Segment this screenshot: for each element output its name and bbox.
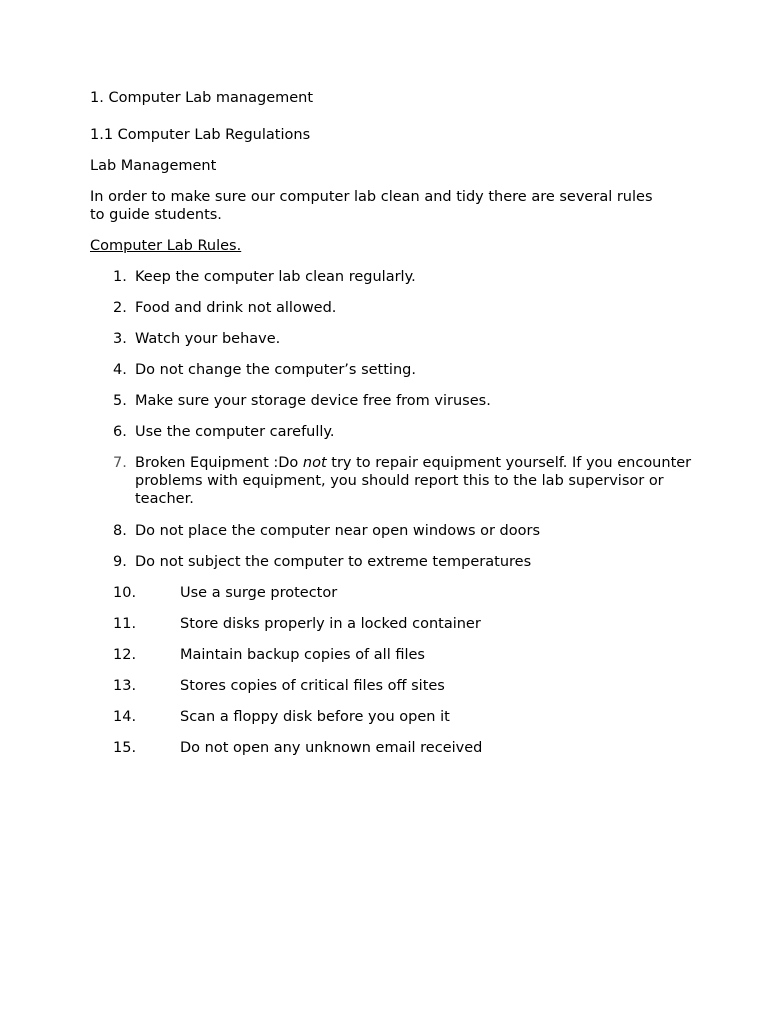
list-item-number: 13.	[113, 678, 137, 694]
list-item-number: 15.	[113, 740, 137, 756]
list-item-number: 7.	[113, 455, 127, 471]
list-item-text	[135, 454, 710, 508]
list-item-number: 2.	[113, 300, 127, 316]
list-item-text: Use the computer carefully.	[135, 424, 335, 440]
list-item-number: 8.	[113, 523, 127, 539]
list-item-number: 14.	[113, 709, 137, 725]
list-item-text: Do not change the computer’s setting.	[135, 362, 416, 378]
list-item-number: 4.	[113, 362, 127, 378]
list-item-number: 10.	[113, 585, 137, 601]
list-item-number: 1.	[113, 269, 127, 285]
list-item-number: 3.	[113, 331, 127, 347]
rules-title: Computer Lab Rules.	[90, 238, 242, 254]
list-item-text: Do not place the computer near open windows or doors	[135, 523, 541, 539]
list-item-text: Use a surge protector	[180, 585, 338, 601]
heading-lab-regulations: 1.1 Computer Lab Regulations	[90, 127, 311, 143]
list-item-text: Do not subject the computer to extreme temperatures	[135, 554, 532, 570]
intro-paragraph: In order to make sure our computer lab clean and tidy there are several rules to guide students.	[90, 189, 653, 223]
list-item-text-part: Broken Equipment :Do	[135, 455, 303, 471]
list-item-emphasis: not	[302, 455, 327, 471]
list-item-number: 5.	[113, 393, 127, 409]
list-item-text: Store disks properly in a locked container	[180, 616, 481, 632]
list-item-text: Scan a floppy disk before you open it	[180, 709, 450, 725]
list-item-number: 6.	[113, 424, 127, 440]
list-item-text: Do not open any unknown email received	[180, 740, 483, 756]
list-item-text: Make sure your storage device free from viruses.	[135, 393, 491, 409]
heading-computer-lab-management: 1. Computer Lab management	[90, 90, 314, 106]
list-item-text: Keep the computer lab clean regularly.	[135, 269, 416, 285]
list-item-number: 12.	[113, 647, 137, 663]
subheading-lab-management: Lab Management	[90, 158, 217, 174]
list-item-number: 9.	[113, 554, 127, 570]
list-item-text: Stores copies of critical files off sites	[180, 678, 445, 694]
list-item-text: Maintain backup copies of all files	[180, 647, 425, 663]
list-item-number: 11.	[113, 616, 137, 632]
list-item-text: Food and drink not allowed.	[135, 300, 337, 316]
list-item-text: Watch your behave.	[135, 331, 281, 347]
list-item-text-part: try to repair equipment yourself. If you encounter problems with equipment, you should report this to the lab supervisor or teacher.	[135, 455, 692, 507]
